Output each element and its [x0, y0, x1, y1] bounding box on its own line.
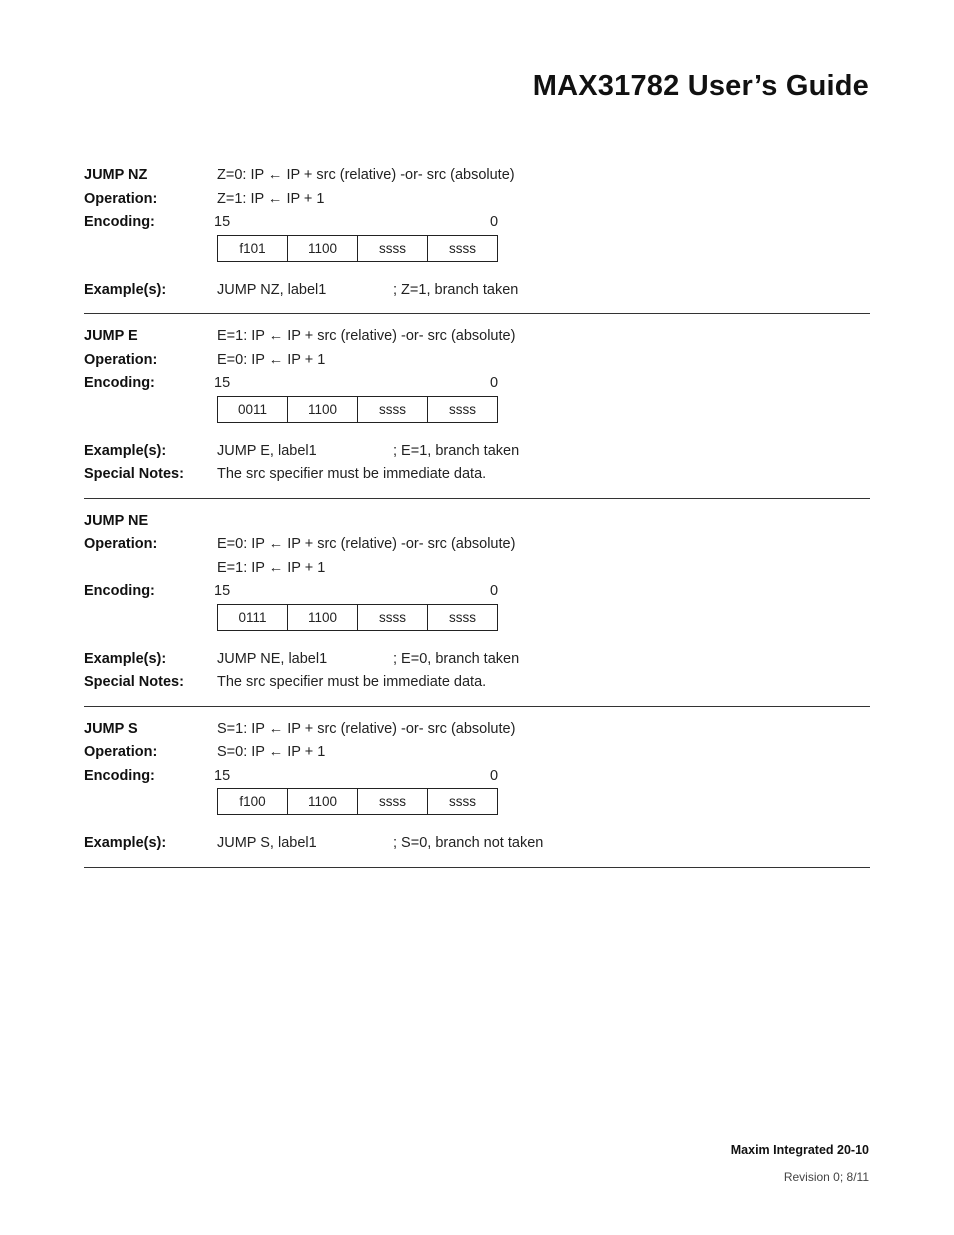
row-label: Operation:: [84, 536, 158, 552]
example-comment: ; E=0, branch taken: [393, 650, 520, 667]
encoding-label: Encoding:: [84, 767, 155, 784]
encoding-cell: ssss: [358, 789, 428, 814]
encoding-table: [217, 235, 498, 262]
special-notes-row: [84, 671, 870, 695]
encoding-row: [84, 211, 870, 235]
bit-lsb-label: 0: [490, 583, 499, 599]
encoding-table: [217, 788, 498, 815]
notes-value: The src specifier must be immediate data.: [217, 466, 487, 482]
row-label: Operation:: [84, 190, 158, 207]
bit-lsb-label: 0: [490, 375, 499, 391]
instruction-row: [84, 533, 870, 557]
encoding-label: Encoding:: [84, 214, 155, 230]
bit-msb-label: 15: [214, 375, 231, 391]
row-value: E=0: IP ← IP + 1: [217, 351, 326, 368]
example-label: Example(s):: [84, 650, 167, 667]
example-comment: ; Z=1, branch taken: [393, 281, 519, 298]
row-label: JUMP NZ: [84, 167, 148, 183]
notes-label: Special Notes:: [84, 466, 184, 482]
instruction-row: [84, 510, 870, 534]
instruction-section: [84, 510, 870, 707]
footer-company-page: Maxim Integrated 20-10: [730, 1143, 869, 1157]
encoding-cell: ssss: [449, 240, 476, 256]
row-label: Operation:: [84, 351, 158, 368]
example-row: [84, 832, 870, 856]
encoding-cell: 1100: [288, 236, 358, 261]
example-code: JUMP NZ, label1: [217, 281, 327, 298]
example-code: JUMP NE, label1: [217, 650, 328, 667]
notes-value: The src specifier must be immediate data.: [217, 674, 487, 690]
bit-msb-label: 15: [214, 583, 231, 599]
page-title: MAX31782 User’s Guide: [532, 70, 869, 102]
encoding-cell: 1100: [288, 397, 358, 422]
row-label: JUMP NE: [84, 512, 149, 529]
encoding-cell: 1100: [288, 605, 358, 630]
example-code: JUMP E, label1: [217, 442, 317, 459]
instruction-section: [84, 325, 870, 499]
example-comment: ; E=1, branch taken: [393, 442, 520, 459]
footer-revision: Revision 0; 8/11: [783, 1170, 869, 1184]
encoding-cell: ssss: [449, 609, 476, 625]
encoding-row: [84, 765, 870, 789]
row-label: Operation:: [84, 744, 158, 760]
encoding-cell: ssss: [449, 794, 476, 809]
instruction-section: [84, 718, 870, 868]
notes-label: Special Notes:: [84, 674, 184, 690]
encoding-cell: f100: [218, 789, 288, 814]
instruction-row: [84, 741, 870, 765]
encoding-cell: 0011: [218, 397, 288, 422]
instruction-list: [84, 164, 870, 879]
instruction-row: [84, 188, 870, 212]
encoding-table: [217, 604, 498, 631]
encoding-row: [84, 372, 870, 396]
encoding-cell: 0111: [218, 605, 288, 630]
example-label: Example(s):: [84, 281, 167, 298]
encoding-cell: ssss: [358, 236, 428, 261]
encoding-table: [217, 396, 498, 423]
row-value: E=0: IP ← IP + src (relative) -or- src (absolute): [217, 536, 516, 552]
bit-msb-label: 15: [214, 214, 231, 230]
example-code: JUMP S, label1: [217, 835, 317, 851]
encoding-cell: ssss: [358, 397, 428, 422]
row-value: S=1: IP ← IP + src (relative) -or- src (absolute): [217, 720, 516, 737]
instruction-row: [84, 349, 870, 373]
encoding-cell: ssss: [449, 401, 476, 417]
example-comment: ; S=0, branch not taken: [393, 835, 544, 851]
special-notes-row: [84, 463, 870, 487]
row-value: E=1: IP ← IP + src (relative) -or- src (absolute): [217, 328, 516, 344]
example-label: Example(s):: [84, 835, 167, 851]
example-row: [84, 648, 870, 672]
encoding-cell: f101: [218, 236, 288, 261]
example-row: [84, 440, 870, 464]
bit-msb-label: 15: [214, 767, 231, 784]
encoding-label: Encoding:: [84, 583, 155, 599]
instruction-section: [84, 164, 870, 314]
example-label: Example(s):: [84, 442, 167, 459]
instruction-row: [84, 164, 870, 188]
instruction-row: [84, 325, 870, 349]
row-value: S=0: IP ← IP + 1: [217, 744, 326, 760]
encoding-cell: 1100: [288, 789, 358, 814]
instruction-row: [84, 557, 870, 581]
example-row: [84, 279, 870, 303]
encoding-row: [84, 580, 870, 604]
row-label: JUMP E: [84, 328, 138, 344]
bit-lsb-label: 0: [490, 214, 499, 230]
row-value: E=1: IP ← IP + 1: [217, 559, 326, 576]
instruction-row: [84, 718, 870, 742]
row-value: Z=1: IP ← IP + 1: [217, 190, 325, 207]
row-value: Z=0: IP ← IP + src (relative) -or- src (absolute): [217, 167, 515, 183]
encoding-cell: ssss: [358, 605, 428, 630]
row-label: JUMP S: [84, 720, 138, 737]
encoding-label: Encoding:: [84, 375, 155, 391]
bit-lsb-label: 0: [490, 767, 499, 784]
